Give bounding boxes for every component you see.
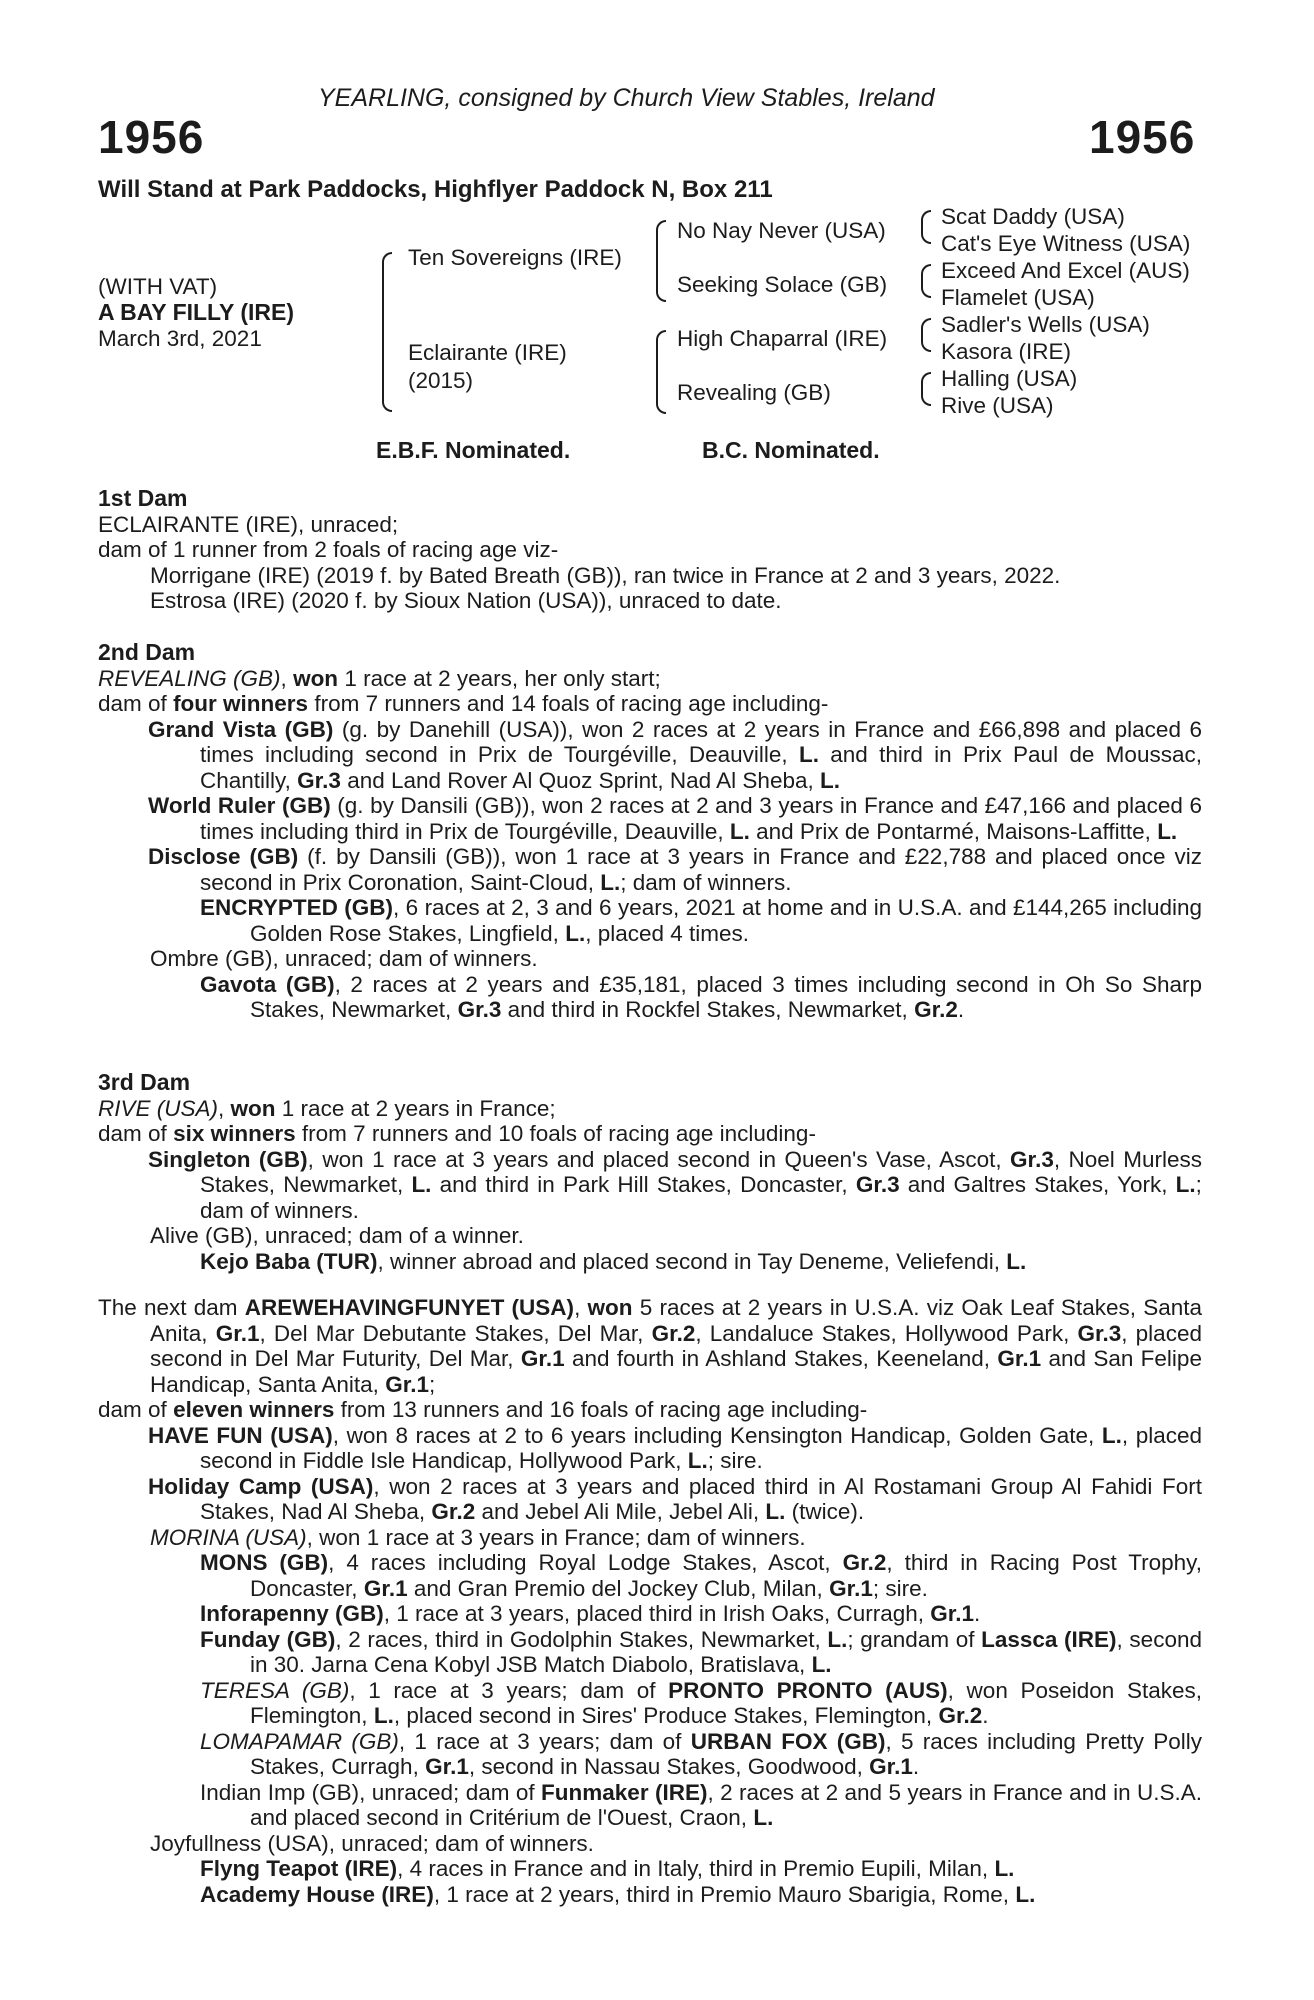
pedigree-brace-main xyxy=(382,252,392,412)
pedigree-g5: Sadler's Wells (USA) xyxy=(941,312,1150,337)
pedigree-brace-g12 xyxy=(921,210,931,244)
pedigree-brace-g34 xyxy=(921,264,931,298)
second-dam-summary: dam of four winners from 7 runners and 14 foals of racing age including- xyxy=(98,691,829,716)
encrypted-entry: ENCRYPTED (GB), 6 races at 2, 3 and 6 years, 2021 at home and in U.S.A. and £144,265 including Golden Rose Stakes, Lingfield, L., placed 4 times. xyxy=(200,895,1202,946)
pedigree-g4: Flamelet (USA) xyxy=(941,285,1095,310)
morina-entry: MORINA (USA), won 1 race at 3 years in France; dam of winners. xyxy=(150,1524,806,1550)
horse-name: A BAY FILLY (IRE) xyxy=(98,299,294,325)
teresa-entry: TERESA (GB), 1 race at 3 years; dam of PRONTO PRONTO (AUS), won Poseidon Stakes, Flemington, L., placed second in Sires' Produce Stakes, Flemington, Gr.2. xyxy=(200,1677,1202,1728)
first-dam-produce-2: Estrosa (IRE) (2020 f. by Sioux Nation (USA)), unraced to date. xyxy=(150,588,782,613)
pedigree-sire: Ten Sovereigns (IRE) xyxy=(408,245,622,270)
pedigree-sire-sire: No Nay Never (USA) xyxy=(677,218,886,243)
third-dam-heading: 3rd Dam xyxy=(98,1069,191,1095)
lomapamar-entry: LOMAPAMAR (GB), 1 race at 3 years; dam of URBAN FOX (GB), 5 races including Pretty Polly Stakes, Curragh, Gr.1, second in Nassau Stakes, Goodwood, Gr.1. xyxy=(200,1728,1203,1779)
pedigree-dam: Eclairante (IRE) xyxy=(408,340,567,365)
next-dam-line: The next dam AREWEHAVINGFUNYET (USA), won 5 races at 2 years in U.S.A. viz Oak Leaf Stakes, Santa Anita, Gr.1, Del Mar Debutante Stakes, Del Mar, Gr.2, Landaluce Stakes, Hollywood Park, Gr.3, placed second in Del Mar Futurity, Del Mar, Gr.1 and fourth in Ashland Stakes, Keeneland, Gr.1 and San Felipe Handicap, Santa Anita, Gr.1; xyxy=(98,1295,1202,1397)
third-dam-summary: dam of six winners from 7 runners and 10 foals of racing age including- xyxy=(98,1121,816,1146)
holiday-camp-entry: Holiday Camp (USA), won 2 races at 3 years and placed third in Al Rostamani Group Al Fahidi Fort Stakes, Nad Al Sheba, Gr.2 and Jebel Ali Mile, Jebel Ali, L. (twice). xyxy=(148,1473,1202,1524)
lot-number-left: 1956 xyxy=(98,111,205,163)
academy-house-entry: Academy House (IRE), 1 race at 2 years, third in Premio Mauro Sbarigia, Rome, L. xyxy=(200,1881,1036,1907)
first-dam-section xyxy=(98,486,1202,614)
gavota-entry: Gavota (GB), 2 races at 2 years and £35,181, placed 3 times including second in Oh So Sharp Stakes, Newmarket, Gr.3 and third in Rockfel Stakes, Newmarket, Gr.2. xyxy=(200,971,1202,1022)
mons-entry: MONS (GB), 4 races including Royal Lodge Stakes, Ascot, Gr.2, third in Racing Post Trophy, Doncaster, Gr.1 and Gran Premio del Jockey Club, Milan, Gr.1; sire. xyxy=(200,1550,1202,1601)
first-dam-line: ECLAIRANTE (IRE), unraced; xyxy=(98,511,399,537)
first-dam-produce-1: Morrigane (IRE) (2019 f. by Bated Breath (GB)), ran twice in France at 2 and 3 years, 2022. xyxy=(150,562,1061,588)
second-dam-heading: 2nd Dam xyxy=(98,639,196,665)
stand-location: Will Stand at Park Paddocks, Highflyer Paddock N, Box 211 xyxy=(98,176,773,203)
second-dam-section xyxy=(98,640,1202,1023)
flyng-teapot-entry: Flyng Teapot (IRE), 4 races in France and in Italy, third in Premio Eupili, Milan, L. xyxy=(200,1856,1015,1881)
pedigree-g6: Kasora (IRE) xyxy=(941,339,1072,364)
pedigree-dam-year: (2015) xyxy=(408,368,474,393)
pedigree-g2: Cat's Eye Witness (USA) xyxy=(941,231,1191,256)
pedigree-dam-sire: High Chaparral (IRE) xyxy=(677,326,888,351)
pedigree-brace-g56 xyxy=(921,318,931,352)
next-dam-summary: dam of eleven winners from 13 runners and 16 foals of racing age including- xyxy=(98,1397,868,1422)
world-ruler-entry: World Ruler (GB) (g. by Dansili (GB)), won 2 races at 2 and 3 years in France and £47,166 and placed 6 times including third in Prix de Tourgéville, Deauville, L. and Prix de Pontarmé, Maisons-Laffitte, L. xyxy=(148,793,1202,844)
funday-entry: Funday (GB), 2 races, third in Godolphin Stakes, Newmarket, L.; grandam of Lassca (IRE), second in 30. Jarna Cena Kobyl JSB Match Diabolo, Bratislava, L. xyxy=(200,1626,1202,1677)
next-dam-section xyxy=(98,1295,1202,1907)
joyfullness-entry: Joyfullness (USA), unraced; dam of winners. xyxy=(150,1830,594,1856)
indian-imp-entry: Indian Imp (GB), unraced; dam of Funmaker (IRE), 2 races at 2 and 5 years in France and in U.S.A. and placed second in Critérium de l'Ouest, Craon, L. xyxy=(200,1779,1202,1830)
pedigree-brace-sire xyxy=(656,220,666,302)
kejo-baba-entry: Kejo Baba (TUR), winner abroad and placed second in Tay Deneme, Veliefendi, L. xyxy=(200,1248,1027,1274)
singleton-entry: Singleton (GB), won 1 race at 3 years and placed second in Queen's Vase, Ascot, Gr.3, Noel Murless Stakes, Newmarket, L. and third in Park Hill Stakes, Doncaster, Gr.3 and Galtres Stakes, York, L.; dam of winners. xyxy=(148,1146,1202,1223)
pedigree-g8: Rive (USA) xyxy=(941,393,1054,418)
have-fun-entry: HAVE FUN (USA), won 8 races at 2 to 6 years including Kensington Handicap, Golden Gate, L., placed second in Fiddle Isle Handicap, Hollywood Park, L.; sire. xyxy=(148,1422,1203,1473)
consignment-line: YEARLING, consigned by Church View Stables, Ireland xyxy=(318,84,935,112)
disclose-entry: Disclose (GB) (f. by Dansili (GB)), won 1 race at 3 years in France and £22,788 and placed once viz second in Prix Coronation, Saint-Cloud, L.; dam of winners. xyxy=(148,844,1202,895)
foaling-date: March 3rd, 2021 xyxy=(98,326,262,351)
second-dam-line: REVEALING (GB), won 1 race at 2 years, her only start; xyxy=(98,665,661,691)
first-dam-summary: dam of 1 runner from 2 foals of racing age viz- xyxy=(98,537,559,562)
grand-vista-entry: Grand Vista (GB) (g. by Danehill (USA)), won 2 races at 2 years in France and £66,898 and placed 6 times including second in Prix de Tourgéville, Deauville, L. and third in Prix Paul de Moussac, Chantilly, Gr.3 and Land Rover Al Quoz Sprint, Nad Al Sheba, L. xyxy=(148,716,1202,793)
ebf-nomination: E.B.F. Nominated. xyxy=(376,437,571,463)
alive-entry: Alive (GB), unraced; dam of a winner. xyxy=(150,1223,524,1248)
pedigree-g1: Scat Daddy (USA) xyxy=(941,204,1125,229)
pedigree-g3: Exceed And Excel (AUS) xyxy=(941,258,1190,283)
third-dam-line: RIVE (USA), won 1 race at 2 years in France; xyxy=(98,1095,556,1121)
pedigree-sire-dam: Seeking Solace (GB) xyxy=(677,272,888,297)
inforapenny-entry: Inforapenny (GB), 1 race at 3 years, placed third in Irish Oaks, Curragh, Gr.1. xyxy=(200,1601,981,1626)
pedigree-brace-dam xyxy=(656,330,666,414)
pedigree-dam-dam: Revealing (GB) xyxy=(677,380,831,405)
bc-nomination: B.C. Nominated. xyxy=(702,437,880,463)
pedigree-g7: Halling (USA) xyxy=(941,366,1078,391)
lot-number-right: 1956 xyxy=(1089,111,1196,163)
pedigree-brace-g78 xyxy=(921,372,931,406)
ombre-entry: Ombre (GB), unraced; dam of winners. xyxy=(150,946,538,971)
vat-label: (WITH VAT) xyxy=(98,274,218,299)
first-dam-heading: 1st Dam xyxy=(98,485,188,511)
third-dam-section xyxy=(98,1070,1202,1274)
